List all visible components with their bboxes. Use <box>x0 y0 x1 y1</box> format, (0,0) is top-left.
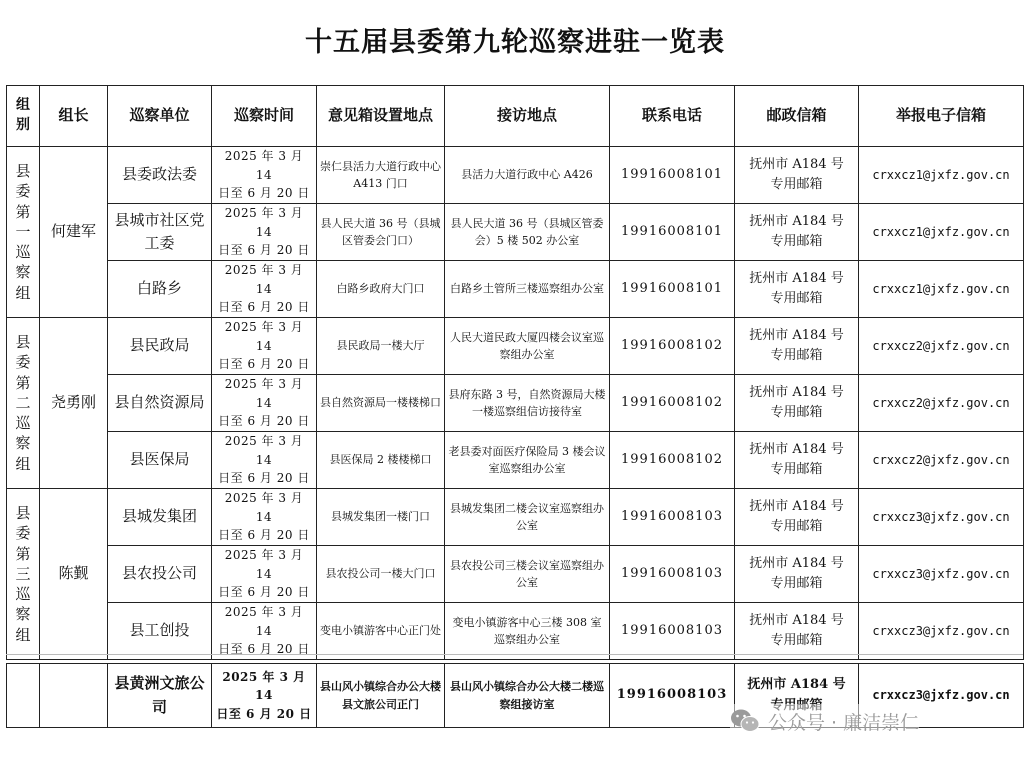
header-unit: 巡察单位 <box>108 86 212 147</box>
visit-cell: 变电小镇游客中心三楼 308 室巡察组办公室 <box>445 603 610 660</box>
phone-cell: 19916008103 <box>610 664 735 728</box>
box-cell: 崇仁县活力大道行政中心 A413 门口 <box>317 147 445 204</box>
phone-cell: 19916008102 <box>610 318 735 375</box>
unit-cell: 白路乡 <box>108 261 212 318</box>
box-cell: 县医保局 2 楼楼梯口 <box>317 432 445 489</box>
inspection-table <box>6 85 1024 660</box>
group-name-char: 察 <box>15 263 31 282</box>
email-cell: crxxcz3@jxfz.gov.cn <box>859 603 1024 660</box>
group-name-char: 巡 <box>15 414 31 433</box>
header-leader: 组长 <box>40 86 108 147</box>
mail-cell: 抚州市 A184 号 专用邮箱 <box>735 261 859 318</box>
time-cell: 2025 年 3 月 14 日至 6 月 20 日 <box>212 204 317 261</box>
group-name-char: 第 <box>15 544 31 563</box>
unit-cell: 县黄洲文旅公司 <box>108 664 212 728</box>
phone-cell: 19916008102 <box>610 432 735 489</box>
time-cell: 2025 年 3 月 14 日至 6 月 20 日 <box>212 318 317 375</box>
visit-cell: 县农投公司三楼会议室巡察组办公室 <box>445 546 610 603</box>
email-cell: crxxcz2@jxfz.gov.cn <box>859 318 1024 375</box>
visit-cell: 县府东路 3 号，自然资源局大楼一楼巡察组信访接待室 <box>445 375 610 432</box>
unit-cell: 县工创投 <box>108 603 212 660</box>
table-row <box>7 261 1024 318</box>
email-cell: crxxcz1@jxfz.gov.cn <box>859 204 1024 261</box>
header-visit: 接访地点 <box>445 86 610 147</box>
mail-cell: 抚州市 A184 号 专用邮箱 <box>735 489 859 546</box>
phone-cell: 19916008103 <box>610 546 735 603</box>
unit-cell: 县城市社区党工委 <box>108 204 212 261</box>
time-cell: 2025 年 3 月 14 日至 6 月 20 日 <box>212 432 317 489</box>
box-cell: 变电小镇游客中心正门处 <box>317 603 445 660</box>
divider <box>6 654 1023 655</box>
table-row <box>7 603 1024 660</box>
table-body <box>7 147 1024 660</box>
table-row <box>7 318 1024 375</box>
table-row <box>7 147 1024 204</box>
time-cell: 2025 年 3 月 14 日至 6 月 20 日 <box>212 147 317 204</box>
unit-cell: 县城发集团 <box>108 489 212 546</box>
table-row <box>7 489 1024 546</box>
mail-cell: 抚州市 A184 号 专用邮箱 <box>735 204 859 261</box>
unit-cell: 县农投公司 <box>108 546 212 603</box>
leader-cell: 尧勇刚 <box>40 318 108 489</box>
page-title: 十五届县委第九轮巡察进驻一览表 <box>305 27 725 58</box>
time-cell: 2025 年 3 月 14 日至 6 月 20 日 <box>212 603 317 660</box>
group-name-char: 委 <box>15 353 31 372</box>
header-phone: 联系电话 <box>610 86 735 147</box>
group-name-char: 第 <box>15 373 31 392</box>
header-row <box>7 86 1024 147</box>
header-group: 组 别 <box>7 86 40 147</box>
group-name-cell <box>7 318 40 489</box>
mail-cell: 抚州市 A184 号 <box>735 664 859 728</box>
phone-cell: 19916008103 <box>610 489 735 546</box>
group-name-char: 组 <box>15 625 31 644</box>
group-name-char: 察 <box>15 434 31 453</box>
watermark-text: 公众号 · 廉洁崇仁 <box>768 711 920 734</box>
box-cell: 县城发集团一楼门口 <box>317 489 445 546</box>
leader-cell-empty <box>40 664 108 728</box>
group-cell-empty <box>7 664 40 728</box>
header-email: 举报电子信箱 <box>859 86 1024 147</box>
box-cell: 县农投公司一楼大门口 <box>317 546 445 603</box>
email-cell: crxxcz3@jxfz.gov.cn <box>859 546 1024 603</box>
group-name-char: 委 <box>15 524 31 543</box>
group-name-char: 第 <box>15 202 31 221</box>
email-cell: crxxcz1@jxfz.gov.cn <box>859 147 1024 204</box>
box-cell: 白路乡政府大门口 <box>317 261 445 318</box>
unit-cell: 县自然资源局 <box>108 375 212 432</box>
wechat-icon <box>730 708 760 734</box>
group-name-char: 县 <box>15 504 31 523</box>
group-name-char: 三 <box>15 564 31 583</box>
time-cell: 2025 年 3 月 14 日至 6 月 20 日 <box>212 261 317 318</box>
visit-cell: 白路乡土管所三楼巡察组办公室 <box>445 261 610 318</box>
group-name-cell <box>7 147 40 318</box>
email-cell: crxxcz3@jxfz.gov.cn <box>859 664 1024 728</box>
mail-cell: 抚州市 A184 号 专用邮箱 <box>735 147 859 204</box>
unit-cell: 县委政法委 <box>108 147 212 204</box>
visit-cell: 县活力大道行政中心 A426 <box>445 147 610 204</box>
mail-cell: 抚州市 A184 号 专用邮箱 <box>735 546 859 603</box>
email-cell: crxxcz1@jxfz.gov.cn <box>859 261 1024 318</box>
group-name-char: 巡 <box>15 243 31 262</box>
box-cell: 县民政局一楼大厅 <box>317 318 445 375</box>
time-cell: 2025 年 3 月 14 日至 6 月 20 日 <box>212 375 317 432</box>
email-cell: crxxcz3@jxfz.gov.cn <box>859 489 1024 546</box>
group-name-char: 察 <box>15 605 31 624</box>
leader-cell: 陈觐 <box>40 489 108 660</box>
group-name-char: 组 <box>15 283 31 302</box>
table-row <box>7 204 1024 261</box>
phone-cell: 19916008101 <box>610 204 735 261</box>
watermark <box>730 704 919 738</box>
group-name-char: 委 <box>15 182 31 201</box>
unit-cell: 县医保局 <box>108 432 212 489</box>
mail-cell: 抚州市 A184 号 专用邮箱 <box>735 318 859 375</box>
leader-cell: 何建军 <box>40 147 108 318</box>
phone-cell: 19916008101 <box>610 147 735 204</box>
visit-cell: 县人民大道 36 号（县城区管委会）5 楼 502 办公室 <box>445 204 610 261</box>
visit-cell: 县山风小镇综合办公大楼二楼巡察组接访室 <box>445 664 610 728</box>
group-name-char: 县 <box>15 162 31 181</box>
header-time: 巡察时间 <box>212 86 317 147</box>
group-name-cell <box>7 489 40 660</box>
visit-cell: 老县委对面医疗保险局 3 楼会议室巡察组办公室 <box>445 432 610 489</box>
visit-cell: 人民大道民政大厦四楼会议室巡察组办公室 <box>445 318 610 375</box>
unit-cell: 县民政局 <box>108 318 212 375</box>
table-row <box>7 375 1024 432</box>
time-cell: 2025 年 3 月 14 日至 6 月 20 日 <box>212 546 317 603</box>
table-row <box>7 432 1024 489</box>
mail-cell: 抚州市 A184 号 专用邮箱 <box>735 432 859 489</box>
phone-cell: 19916008103 <box>610 603 735 660</box>
header-box: 意见箱设置地点 <box>317 86 445 147</box>
phone-cell: 19916008102 <box>610 375 735 432</box>
box-cell: 县人民大道 36 号（县城区管委会门口） <box>317 204 445 261</box>
phone-cell: 19916008101 <box>610 261 735 318</box>
group-name-char: 二 <box>15 393 31 412</box>
time-cell: 2025 年 3 月 14 日至 6 月 20 日 <box>212 664 317 728</box>
email-cell: crxxcz2@jxfz.gov.cn <box>859 432 1024 489</box>
time-cell: 2025 年 3 月 14 日至 6 月 20 日 <box>212 489 317 546</box>
mail-cell: 抚州市 A184 号 专用邮箱 <box>735 603 859 660</box>
group-name-char: 一 <box>15 222 31 241</box>
group-name-char: 巡 <box>15 585 31 604</box>
header-mail: 邮政信箱 <box>735 86 859 147</box>
group-name-char: 县 <box>15 333 31 352</box>
box-cell: 县自然资源局一楼楼梯口 <box>317 375 445 432</box>
email-cell: crxxcz2@jxfz.gov.cn <box>859 375 1024 432</box>
mail-cell: 抚州市 A184 号 专用邮箱 <box>735 375 859 432</box>
box-cell: 县山风小镇综合办公大楼县文旅公司正门 <box>317 664 445 728</box>
table-row <box>7 546 1024 603</box>
group-name-char: 组 <box>15 454 31 473</box>
visit-cell: 县城发集团二楼会议室巡察组办公室 <box>445 489 610 546</box>
